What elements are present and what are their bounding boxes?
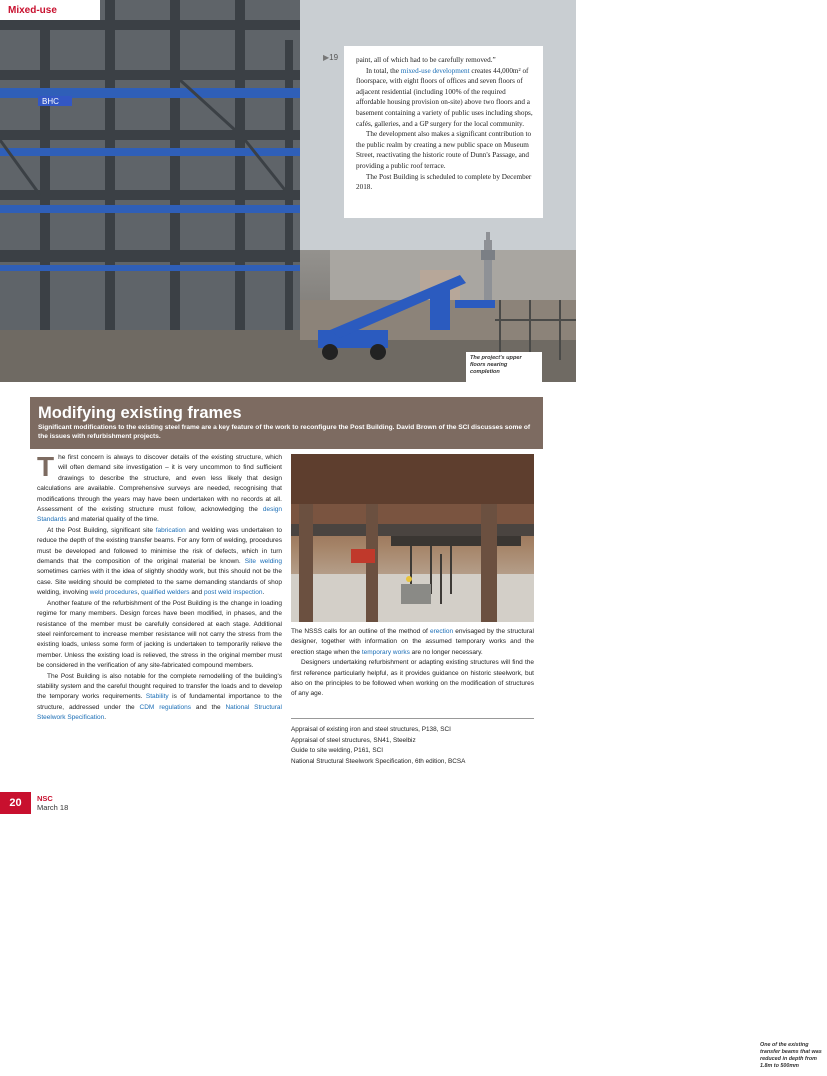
issue-date: March 18 <box>37 803 69 812</box>
reference-item: National Structural Steelwork Specification, 6th edition, BCSA <box>291 757 466 765</box>
p2-c: sometimes carries with it the idea of slightly shoddy work, but this should not be the case. Site welding should be completed to the same demanding standards of shop welding, involving <box>37 568 282 597</box>
fabrication-link[interactable]: fabrication <box>155 526 186 534</box>
qualified-welders-link[interactable]: qualified welders <box>141 589 190 597</box>
photo2-caption: One of the existing transfer beams that was reduced in depth from 1.8m to 500mm <box>757 1039 827 1076</box>
nsss-link[interactable]: National Structural Steelwork Specification <box>37 703 282 722</box>
erection-link[interactable]: erection <box>429 628 454 635</box>
body-paragraph <box>291 627 534 658</box>
continued-marker <box>323 53 338 62</box>
weld-procedures-link[interactable]: weld procedures <box>89 589 138 597</box>
article-standfirst: Significant modifications to the existing steel frame are a key feature of the work to reconfigure the Post Building. David Brown of the SCI discusses some of the issues with refurbishment projects. <box>38 424 531 440</box>
stability-link[interactable]: Stability <box>145 693 169 701</box>
article-title: Modifying existing frames <box>38 404 242 422</box>
section-tag: Mixed-use <box>0 0 100 20</box>
intro-p2-a: In total, the <box>366 66 401 75</box>
p1-text: he first concern is always to discover details of the existing structure, which will often demand site investigation – it is very uncommon to find sufficient drawings to describe the structure, and even less likely that design calculations are available. Comprehensive surveys are needed, recognising that modifications through the years may have been undertaken with no records at all. Assessment of the existing structure must follow, acknowledging the <box>37 454 282 514</box>
references-list <box>291 718 534 767</box>
article-column-right <box>291 627 534 700</box>
cdm-regulations-link[interactable]: CDM regulations <box>139 703 191 711</box>
intro-paragraph: The development also makes a significant contribution to the public realm by creating a new public space on Museum Street, reactivating the historic route of Dunn's Passage, and providing a public roof terrace. <box>356 130 532 170</box>
article-header <box>30 397 543 449</box>
intro-paragraph: The Post Building is scheduled to complete by December 2018. <box>356 172 532 192</box>
r1-a: The NSSS calls for an outline of the method of <box>291 628 430 635</box>
p2-f: . <box>262 589 265 597</box>
intro-paragraph <box>356 66 535 130</box>
reference-item: Appraisal of existing iron and steel structures, P138, SCI <box>291 726 451 733</box>
hero-photo <box>0 0 576 382</box>
continued-page: 19 <box>329 53 339 62</box>
body-paragraph: Designers undertaking refurbishment or adapting existing structures will find the first reference particularly helpful, as it provides guidance on historic steelwork, but also on the principles to be followed when working on the modification of structures of any age. <box>291 659 534 698</box>
site-welding-link[interactable]: Site welding <box>244 558 282 566</box>
article-column-left <box>37 453 282 724</box>
p4-c: and the <box>191 703 226 711</box>
mixed-use-link[interactable]: mixed-use development <box>400 66 470 75</box>
play-arrow-icon: ▶ <box>323 53 330 62</box>
r1-c: are no longer necessary. <box>409 648 483 656</box>
hero-caption: The project's upper floors nearing completion <box>466 352 542 382</box>
p2-b: and welding was undertaken to reduce the depth of the existing transfer beams. For any form of welding, procedures must be developed and followed to minimise the risk of defects, which in turn demands that the composition of the original material be known. <box>37 526 282 566</box>
page-number: 20 <box>0 792 31 814</box>
reference-item: Appraisal of steel structures, SN41, Steelbiz <box>291 736 416 744</box>
p4-d: . <box>104 714 107 722</box>
p1-end: and material quality of the time. <box>66 516 159 524</box>
body-paragraph <box>37 453 282 526</box>
design-standards-link[interactable]: design Standards <box>37 506 282 524</box>
p4-a: The Post Building is also notable for the complete remodelling of the building's stability system and the careful thought required to transfer the loads and to develop the temporary works requirements. <box>37 672 282 701</box>
magazine-name: NSC <box>37 794 53 803</box>
reference-item: Guide to site welding, P161, SCI <box>291 747 384 755</box>
intro-text-box <box>344 46 543 218</box>
body-paragraph: Another feature of the refurbishment of the Post Building is the change in loading regime for many members. Design forces have been modified, in phases, and the resistance of the member must be carefully considered at each stage. Additional steel reinforcement to increase member resistance will not carry the stress from the existing loads, unless some form of jacking is undertaken to temporarily relieve the member. Unless the existing load is relieved, the stress in the original member must be considered in the verification of any site-fabricated compound members. <box>37 599 282 670</box>
interior-beam-illustration <box>291 454 534 622</box>
temporary-works-link[interactable]: temporary works <box>361 648 410 656</box>
post-weld-inspection-link[interactable]: post weld inspection <box>203 589 263 597</box>
intro-p1: paint, all of which had to be carefully removed.” <box>356 56 496 64</box>
intro-p2-b: creates 44,000m² of floorspace, with eight floors of offices and seven floors of adjacent residential (including 100% of the required affordable housing provision on-site) above two floors and a basement containing a variety of public uses including shops, cafés, galleries, and a GP surgery for the local community. <box>356 66 533 128</box>
p2-d: , <box>137 589 142 597</box>
intro-paragraph <box>356 55 535 66</box>
bhc-sign: BHC <box>42 97 59 106</box>
body-paragraph <box>37 526 282 599</box>
r1-b: envisaged by the structural designer, together with information on the assumed temporary works and the erection stage when the <box>291 628 534 656</box>
p2-a: At the Post Building, significant site <box>47 526 156 534</box>
body-paragraph <box>37 672 282 724</box>
drop-cap: T <box>37 451 55 482</box>
p2-e: and <box>189 589 204 597</box>
p4-b: is of fundamental importance to the structure, addressed under the <box>37 693 283 711</box>
